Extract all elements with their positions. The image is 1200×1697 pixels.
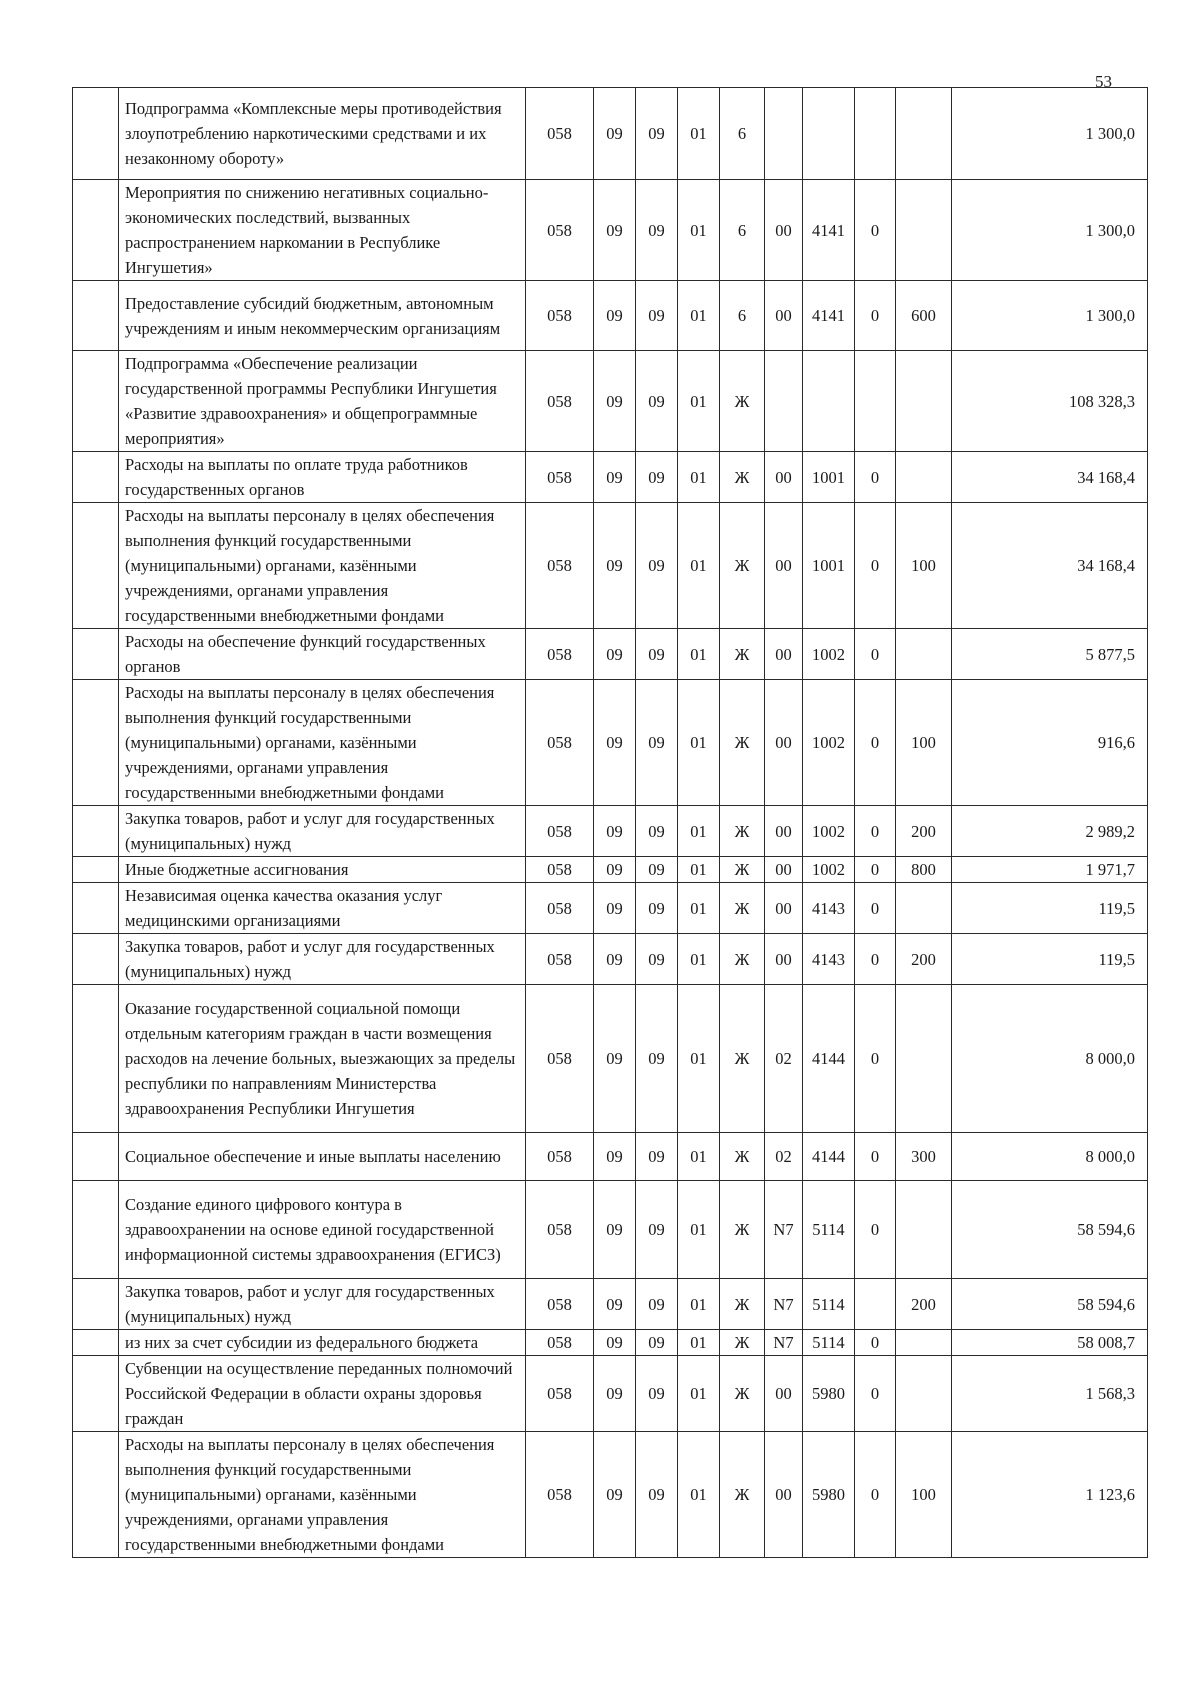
description-cell: Подпрограмма «Комплексные меры противодействия злоупотреблению наркотическими средствами и их незаконному обороту» xyxy=(119,88,526,180)
amount-cell: 1 971,7 xyxy=(952,857,1148,883)
amount-cell: 916,6 xyxy=(952,680,1148,806)
event-code-cell: 00 xyxy=(765,180,803,281)
extra-code-cell xyxy=(855,351,896,452)
expense-type-cell xyxy=(896,351,952,452)
index-cell xyxy=(73,934,119,985)
expense-type-cell: 100 xyxy=(896,680,952,806)
amount-cell: 34 168,4 xyxy=(952,503,1148,629)
description-cell: Подпрограмма «Обеспечение реализации государственной программы Республики Ингушетия «Развитие здравоохранения» и общепрограммные мероприятия» xyxy=(119,351,526,452)
extra-code-cell: 0 xyxy=(855,629,896,680)
subprogram-code-cell: Ж xyxy=(720,1330,765,1356)
program-code-cell: 01 xyxy=(678,1133,720,1181)
description-cell: Расходы на выплаты персоналу в целях обеспечения выполнения функций государственными (муниципальными) органами, казёнными учреждениями, органами управления государственными внебюджетными фондами xyxy=(119,503,526,629)
program-code-cell: 01 xyxy=(678,629,720,680)
index-cell xyxy=(73,1356,119,1432)
expense-type-cell xyxy=(896,452,952,503)
ministry-code-cell: 058 xyxy=(526,680,594,806)
subsection-code-cell: 09 xyxy=(636,883,678,934)
description-cell: Иные бюджетные ассигнования xyxy=(119,857,526,883)
expense-type-cell xyxy=(896,629,952,680)
subsection-code-cell: 09 xyxy=(636,351,678,452)
table-row xyxy=(73,503,1148,629)
subprogram-code-cell: 6 xyxy=(720,180,765,281)
section-code-cell: 09 xyxy=(594,934,636,985)
event-code-cell: 00 xyxy=(765,281,803,351)
table-row xyxy=(73,452,1148,503)
ministry-code-cell: 058 xyxy=(526,1279,594,1330)
event-code-cell xyxy=(765,351,803,452)
index-cell xyxy=(73,180,119,281)
index-cell xyxy=(73,88,119,180)
subprogram-code-cell: Ж xyxy=(720,452,765,503)
extra-code-cell xyxy=(855,88,896,180)
index-cell xyxy=(73,503,119,629)
subprogram-code-cell: Ж xyxy=(720,806,765,857)
subprogram-code-cell: Ж xyxy=(720,680,765,806)
subsection-code-cell: 09 xyxy=(636,1279,678,1330)
amount-cell: 1 300,0 xyxy=(952,88,1148,180)
direction-code-cell: 4143 xyxy=(803,934,855,985)
amount-cell: 8 000,0 xyxy=(952,985,1148,1133)
description-cell: из них за счет субсидии из федерального бюджета xyxy=(119,1330,526,1356)
extra-code-cell: 0 xyxy=(855,883,896,934)
amount-cell: 34 168,4 xyxy=(952,452,1148,503)
extra-code-cell: 0 xyxy=(855,1133,896,1181)
direction-code-cell xyxy=(803,88,855,180)
section-code-cell: 09 xyxy=(594,88,636,180)
subsection-code-cell: 09 xyxy=(636,88,678,180)
ministry-code-cell: 058 xyxy=(526,806,594,857)
event-code-cell: 00 xyxy=(765,857,803,883)
direction-code-cell: 5114 xyxy=(803,1279,855,1330)
table-row xyxy=(73,180,1148,281)
direction-code-cell: 1001 xyxy=(803,503,855,629)
amount-cell: 1 300,0 xyxy=(952,281,1148,351)
event-code-cell: 00 xyxy=(765,629,803,680)
section-code-cell: 09 xyxy=(594,452,636,503)
section-code-cell: 09 xyxy=(594,281,636,351)
expense-type-cell: 800 xyxy=(896,857,952,883)
section-code-cell: 09 xyxy=(594,1181,636,1279)
ministry-code-cell: 058 xyxy=(526,1330,594,1356)
program-code-cell: 01 xyxy=(678,452,720,503)
amount-cell: 8 000,0 xyxy=(952,1133,1148,1181)
program-code-cell: 01 xyxy=(678,1356,720,1432)
direction-code-cell: 1002 xyxy=(803,857,855,883)
ministry-code-cell: 058 xyxy=(526,1181,594,1279)
ministry-code-cell: 058 xyxy=(526,883,594,934)
extra-code-cell: 0 xyxy=(855,180,896,281)
section-code-cell: 09 xyxy=(594,680,636,806)
expense-type-cell: 100 xyxy=(896,1432,952,1558)
subsection-code-cell: 09 xyxy=(636,629,678,680)
program-code-cell: 01 xyxy=(678,281,720,351)
extra-code-cell: 0 xyxy=(855,934,896,985)
subsection-code-cell: 09 xyxy=(636,934,678,985)
event-code-cell: N7 xyxy=(765,1181,803,1279)
section-code-cell: 09 xyxy=(594,503,636,629)
direction-code-cell: 5980 xyxy=(803,1432,855,1558)
expense-type-cell xyxy=(896,88,952,180)
table-row xyxy=(73,985,1148,1133)
direction-code-cell: 4144 xyxy=(803,985,855,1133)
extra-code-cell: 0 xyxy=(855,857,896,883)
extra-code-cell: 0 xyxy=(855,1181,896,1279)
table-row xyxy=(73,1133,1148,1181)
section-code-cell: 09 xyxy=(594,1432,636,1558)
description-cell: Расходы на выплаты персоналу в целях обеспечения выполнения функций государственными (муниципальными) органами, казёнными учреждениями, органами управления государственными внебюджетными фондами xyxy=(119,680,526,806)
amount-cell: 58 594,6 xyxy=(952,1181,1148,1279)
subsection-code-cell: 09 xyxy=(636,1181,678,1279)
subsection-code-cell: 09 xyxy=(636,857,678,883)
description-cell: Предоставление субсидий бюджетным, автономным учреждениям и иным некоммерческим организациям xyxy=(119,281,526,351)
subprogram-code-cell: Ж xyxy=(720,1432,765,1558)
program-code-cell: 01 xyxy=(678,88,720,180)
event-code-cell: 00 xyxy=(765,1432,803,1558)
expense-type-cell: 300 xyxy=(896,1133,952,1181)
expense-type-cell xyxy=(896,1181,952,1279)
extra-code-cell: 0 xyxy=(855,985,896,1133)
event-code-cell: 00 xyxy=(765,680,803,806)
direction-code-cell xyxy=(803,351,855,452)
description-cell: Субвенции на осуществление переданных полномочий Российской Федерации в области охраны здоровья граждан xyxy=(119,1356,526,1432)
amount-cell: 58 594,6 xyxy=(952,1279,1148,1330)
amount-cell: 1 568,3 xyxy=(952,1356,1148,1432)
program-code-cell: 01 xyxy=(678,351,720,452)
index-cell xyxy=(73,985,119,1133)
direction-code-cell: 4144 xyxy=(803,1133,855,1181)
program-code-cell: 01 xyxy=(678,503,720,629)
expense-type-cell: 200 xyxy=(896,1279,952,1330)
event-code-cell: 00 xyxy=(765,1356,803,1432)
expense-type-cell: 600 xyxy=(896,281,952,351)
direction-code-cell: 1002 xyxy=(803,806,855,857)
index-cell xyxy=(73,1133,119,1181)
direction-code-cell: 1001 xyxy=(803,452,855,503)
description-cell: Расходы на обеспечение функций государственных органов xyxy=(119,629,526,680)
section-code-cell: 09 xyxy=(594,1330,636,1356)
event-code-cell: N7 xyxy=(765,1279,803,1330)
table-row xyxy=(73,1356,1148,1432)
section-code-cell: 09 xyxy=(594,857,636,883)
extra-code-cell: 0 xyxy=(855,503,896,629)
ministry-code-cell: 058 xyxy=(526,1432,594,1558)
extra-code-cell: 0 xyxy=(855,806,896,857)
program-code-cell: 01 xyxy=(678,985,720,1133)
section-code-cell: 09 xyxy=(594,1356,636,1432)
index-cell xyxy=(73,1279,119,1330)
section-code-cell: 09 xyxy=(594,806,636,857)
table-row xyxy=(73,806,1148,857)
subsection-code-cell: 09 xyxy=(636,806,678,857)
description-cell: Социальное обеспечение и иные выплаты населению xyxy=(119,1133,526,1181)
expense-type-cell: 200 xyxy=(896,934,952,985)
expense-type-cell xyxy=(896,1330,952,1356)
description-cell: Закупка товаров, работ и услуг для государственных (муниципальных) нужд xyxy=(119,806,526,857)
program-code-cell: 01 xyxy=(678,806,720,857)
expense-type-cell xyxy=(896,1356,952,1432)
subsection-code-cell: 09 xyxy=(636,985,678,1133)
ministry-code-cell: 058 xyxy=(526,503,594,629)
direction-code-cell: 4141 xyxy=(803,180,855,281)
expense-type-cell xyxy=(896,180,952,281)
subsection-code-cell: 09 xyxy=(636,503,678,629)
section-code-cell: 09 xyxy=(594,180,636,281)
index-cell xyxy=(73,806,119,857)
index-cell xyxy=(73,883,119,934)
subprogram-code-cell: 6 xyxy=(720,281,765,351)
expense-type-cell xyxy=(896,985,952,1133)
subprogram-code-cell: Ж xyxy=(720,883,765,934)
amount-cell: 119,5 xyxy=(952,883,1148,934)
event-code-cell: 00 xyxy=(765,883,803,934)
table-row xyxy=(73,857,1148,883)
amount-cell: 119,5 xyxy=(952,934,1148,985)
direction-code-cell: 1002 xyxy=(803,680,855,806)
description-cell: Оказание государственной социальной помощи отдельным категориям граждан в части возмещения расходов на лечение больных, выезжающих за пределы республики по направлениям Министерства здравоохранения Республики Ингушетия xyxy=(119,985,526,1133)
event-code-cell xyxy=(765,88,803,180)
subprogram-code-cell: Ж xyxy=(720,985,765,1133)
table-row xyxy=(73,351,1148,452)
event-code-cell: 00 xyxy=(765,806,803,857)
subsection-code-cell: 09 xyxy=(636,281,678,351)
extra-code-cell: 0 xyxy=(855,680,896,806)
index-cell xyxy=(73,857,119,883)
table-row xyxy=(73,1432,1148,1558)
ministry-code-cell: 058 xyxy=(526,629,594,680)
program-code-cell: 01 xyxy=(678,857,720,883)
subsection-code-cell: 09 xyxy=(636,680,678,806)
index-cell xyxy=(73,1330,119,1356)
page-number: 53 xyxy=(1095,72,1112,91)
direction-code-cell: 5980 xyxy=(803,1356,855,1432)
direction-code-cell: 1002 xyxy=(803,629,855,680)
direction-code-cell: 4143 xyxy=(803,883,855,934)
subprogram-code-cell: Ж xyxy=(720,934,765,985)
subsection-code-cell: 09 xyxy=(636,1330,678,1356)
table-row xyxy=(73,1181,1148,1279)
table-row xyxy=(73,680,1148,806)
amount-cell: 5 877,5 xyxy=(952,629,1148,680)
ministry-code-cell: 058 xyxy=(526,88,594,180)
section-code-cell: 09 xyxy=(594,1279,636,1330)
expense-type-cell: 100 xyxy=(896,503,952,629)
extra-code-cell: 0 xyxy=(855,452,896,503)
subprogram-code-cell: Ж xyxy=(720,503,765,629)
table-row xyxy=(73,629,1148,680)
extra-code-cell xyxy=(855,1279,896,1330)
subsection-code-cell: 09 xyxy=(636,1432,678,1558)
ministry-code-cell: 058 xyxy=(526,985,594,1133)
program-code-cell: 01 xyxy=(678,934,720,985)
subprogram-code-cell: Ж xyxy=(720,1181,765,1279)
direction-code-cell: 4141 xyxy=(803,281,855,351)
event-code-cell: N7 xyxy=(765,1330,803,1356)
direction-code-cell: 5114 xyxy=(803,1181,855,1279)
budget-table xyxy=(72,87,1148,1558)
expense-type-cell xyxy=(896,883,952,934)
program-code-cell: 01 xyxy=(678,1432,720,1558)
subsection-code-cell: 09 xyxy=(636,452,678,503)
description-cell: Мероприятия по снижению негативных социально-экономических последствий, вызванных распространением наркомании в Республике Ингушетия» xyxy=(119,180,526,281)
subsection-code-cell: 09 xyxy=(636,180,678,281)
index-cell xyxy=(73,281,119,351)
program-code-cell: 01 xyxy=(678,180,720,281)
amount-cell: 2 989,2 xyxy=(952,806,1148,857)
ministry-code-cell: 058 xyxy=(526,1356,594,1432)
section-code-cell: 09 xyxy=(594,985,636,1133)
index-cell xyxy=(73,680,119,806)
subprogram-code-cell: Ж xyxy=(720,351,765,452)
event-code-cell: 02 xyxy=(765,985,803,1133)
subprogram-code-cell: Ж xyxy=(720,1356,765,1432)
event-code-cell: 00 xyxy=(765,503,803,629)
ministry-code-cell: 058 xyxy=(526,281,594,351)
amount-cell: 1 300,0 xyxy=(952,180,1148,281)
index-cell xyxy=(73,351,119,452)
amount-cell: 58 008,7 xyxy=(952,1330,1148,1356)
subprogram-code-cell: Ж xyxy=(720,1133,765,1181)
table-row xyxy=(73,1330,1148,1356)
extra-code-cell: 0 xyxy=(855,1330,896,1356)
event-code-cell: 00 xyxy=(765,934,803,985)
extra-code-cell: 0 xyxy=(855,1432,896,1558)
direction-code-cell: 5114 xyxy=(803,1330,855,1356)
description-cell: Расходы на выплаты по оплате труда работников государственных органов xyxy=(119,452,526,503)
extra-code-cell: 0 xyxy=(855,1356,896,1432)
table-row xyxy=(73,281,1148,351)
section-code-cell: 09 xyxy=(594,351,636,452)
program-code-cell: 01 xyxy=(678,1330,720,1356)
amount-cell: 1 123,6 xyxy=(952,1432,1148,1558)
program-code-cell: 01 xyxy=(678,1181,720,1279)
index-cell xyxy=(73,1432,119,1558)
description-cell: Расходы на выплаты персоналу в целях обеспечения выполнения функций государственными (муниципальными) органами, казёнными учреждениями, органами управления государственными внебюджетными фондами xyxy=(119,1432,526,1558)
amount-cell: 108 328,3 xyxy=(952,351,1148,452)
ministry-code-cell: 058 xyxy=(526,1133,594,1181)
section-code-cell: 09 xyxy=(594,883,636,934)
event-code-cell: 00 xyxy=(765,452,803,503)
ministry-code-cell: 058 xyxy=(526,857,594,883)
index-cell xyxy=(73,629,119,680)
subprogram-code-cell: Ж xyxy=(720,629,765,680)
table-row xyxy=(73,934,1148,985)
program-code-cell: 01 xyxy=(678,883,720,934)
description-cell: Закупка товаров, работ и услуг для государственных (муниципальных) нужд xyxy=(119,1279,526,1330)
description-cell: Независимая оценка качества оказания услуг медицинскими организациями xyxy=(119,883,526,934)
subsection-code-cell: 09 xyxy=(636,1133,678,1181)
ministry-code-cell: 058 xyxy=(526,180,594,281)
subprogram-code-cell: 6 xyxy=(720,88,765,180)
index-cell xyxy=(73,452,119,503)
program-code-cell: 01 xyxy=(678,1279,720,1330)
section-code-cell: 09 xyxy=(594,1133,636,1181)
ministry-code-cell: 058 xyxy=(526,452,594,503)
table-row xyxy=(73,883,1148,934)
expense-type-cell: 200 xyxy=(896,806,952,857)
description-cell: Закупка товаров, работ и услуг для государственных (муниципальных) нужд xyxy=(119,934,526,985)
event-code-cell: 02 xyxy=(765,1133,803,1181)
ministry-code-cell: 058 xyxy=(526,934,594,985)
subprogram-code-cell: Ж xyxy=(720,857,765,883)
subprogram-code-cell: Ж xyxy=(720,1279,765,1330)
ministry-code-cell: 058 xyxy=(526,351,594,452)
section-code-cell: 09 xyxy=(594,629,636,680)
table-row xyxy=(73,88,1148,180)
extra-code-cell: 0 xyxy=(855,281,896,351)
subsection-code-cell: 09 xyxy=(636,1356,678,1432)
table-row xyxy=(73,1279,1148,1330)
program-code-cell: 01 xyxy=(678,680,720,806)
index-cell xyxy=(73,1181,119,1279)
description-cell: Создание единого цифрового контура в здравоохранении на основе единой государственной информационной системы здравоохранения (ЕГИСЗ) xyxy=(119,1181,526,1279)
